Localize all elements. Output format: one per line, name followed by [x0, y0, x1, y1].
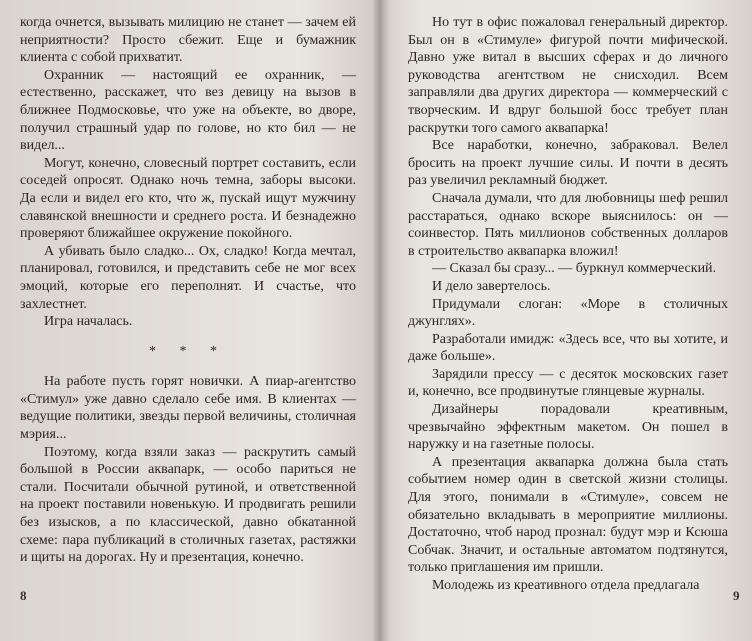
paragraph: Разработали имидж: «Здесь все, что вы хотите, и даже больше». — [408, 331, 728, 365]
paragraph: Молодежь из креативного отдела предлагала — [432, 578, 700, 593]
right-page — [390, 0, 752, 641]
book-gutter — [372, 0, 390, 641]
paragraph: Сначала думали, что для любовницы шеф решил расстараться, однако вскоре выяснилось: он — соинвестор. Пять миллионов собственных долларов в строительство аквапарка вложил! — [408, 190, 728, 259]
page-number: 9 — [733, 588, 740, 603]
left-page — [0, 0, 372, 641]
paragraph: Все наработки, конечно, забраковал. Велел бросить на проект лучшие силы. И почти в десять раз увеличил рекламный бюджет. — [408, 138, 728, 189]
right-page-text — [408, 14, 728, 595]
paragraph: Игра началась. — [44, 314, 133, 330]
paragraph: Могут, конечно, словесный портрет составить, если соседей опросят. Однако ночь темна, заборы высоки. Да если и видел его кто, что ж, пускай ищут мужчину славянской внешности и среднего роста. И безнадежно проверяют ближайшее окружение покойного. — [20, 155, 356, 242]
paragraph: Но тут в офис пожаловал генеральный директор. Был он в «Стимуле» фигурой почти мифической. Давно уже витал в высших сферах и до личного руководства агентством не снисходил. Всем заправляли два других директора — коммерческий с творческим. И вдруг большой босс требует план раскрутки того самого аквапарка! — [408, 15, 728, 136]
paragraph: А презентация аквапарка должна была стать событием номер один в светской жизни столицы. Для этого, понимали в «Стимуле», совсем не обязательно вкладывать в мероприятие миллионы. Достаточно, чтоб народ прознал: будут мэр и Ксюша Собчак. Значит, и остальные автоматом подтянутся, только приглашения им пришли. — [408, 454, 728, 576]
paragraph: На работе пусть горят новички. А пиар-агентство «Стимул» уже давно сделало себе имя. В клиентах — ведущие политики, звезды первой величины, столичная мэрия... — [20, 374, 356, 443]
paragraph: Придумали слоган: «Море в столичных джунглях». — [408, 296, 728, 330]
paragraph: — Сказал бы сразу... — буркнул коммерческий. — [432, 261, 717, 277]
paragraph: А убивать было сладко... Ох, сладко! Когда мечтал, планировал, готовился, и представить себе не мог всех эмоций, которые его переполнят. И счастье, что захлестнет. — [20, 243, 356, 312]
left-page-text — [20, 14, 356, 567]
paragraph: Охранник — настоящий ее охранник, — естественно, расскажет, что вез девицу на вызов в ближнее Подмосковье, что уже на объекте, во дворе, получил страшный удар по голове, но кто бил — не видел... — [20, 67, 356, 154]
page-number: 8 — [20, 588, 27, 603]
paragraph: когда очнется, вызывать милицию не станет — зачем ей неприятности? Просто сбежит. Еще и бумажник клиента с собой прихватит. — [20, 15, 356, 66]
paragraph: Дизайнеры порадовали креативным, чрезвычайно эффектным макетом. Он пошел в наружку и на газетные полосы. — [408, 402, 728, 453]
paragraph: И дело завертелось. — [432, 278, 551, 294]
section-separator: * * * — [149, 343, 227, 359]
paragraph: Поэтому, когда взяли заказ — раскрутить самый большой в России аквапарк, — особо париться не стали. Посчитали обычной рутиной, и ответственной на проект поставили новенькую. И продвигать решили без изысков, а по классической, давно обкатанной схеме: пара публикаций в столичных газетах, растяжки и щиты на дорогах. Ну и презентация, конечно. — [20, 444, 356, 566]
paragraph: Зарядили прессу — с десяток московских газет и, конечно, все продвинутые глянцевые журналы. — [408, 366, 728, 400]
